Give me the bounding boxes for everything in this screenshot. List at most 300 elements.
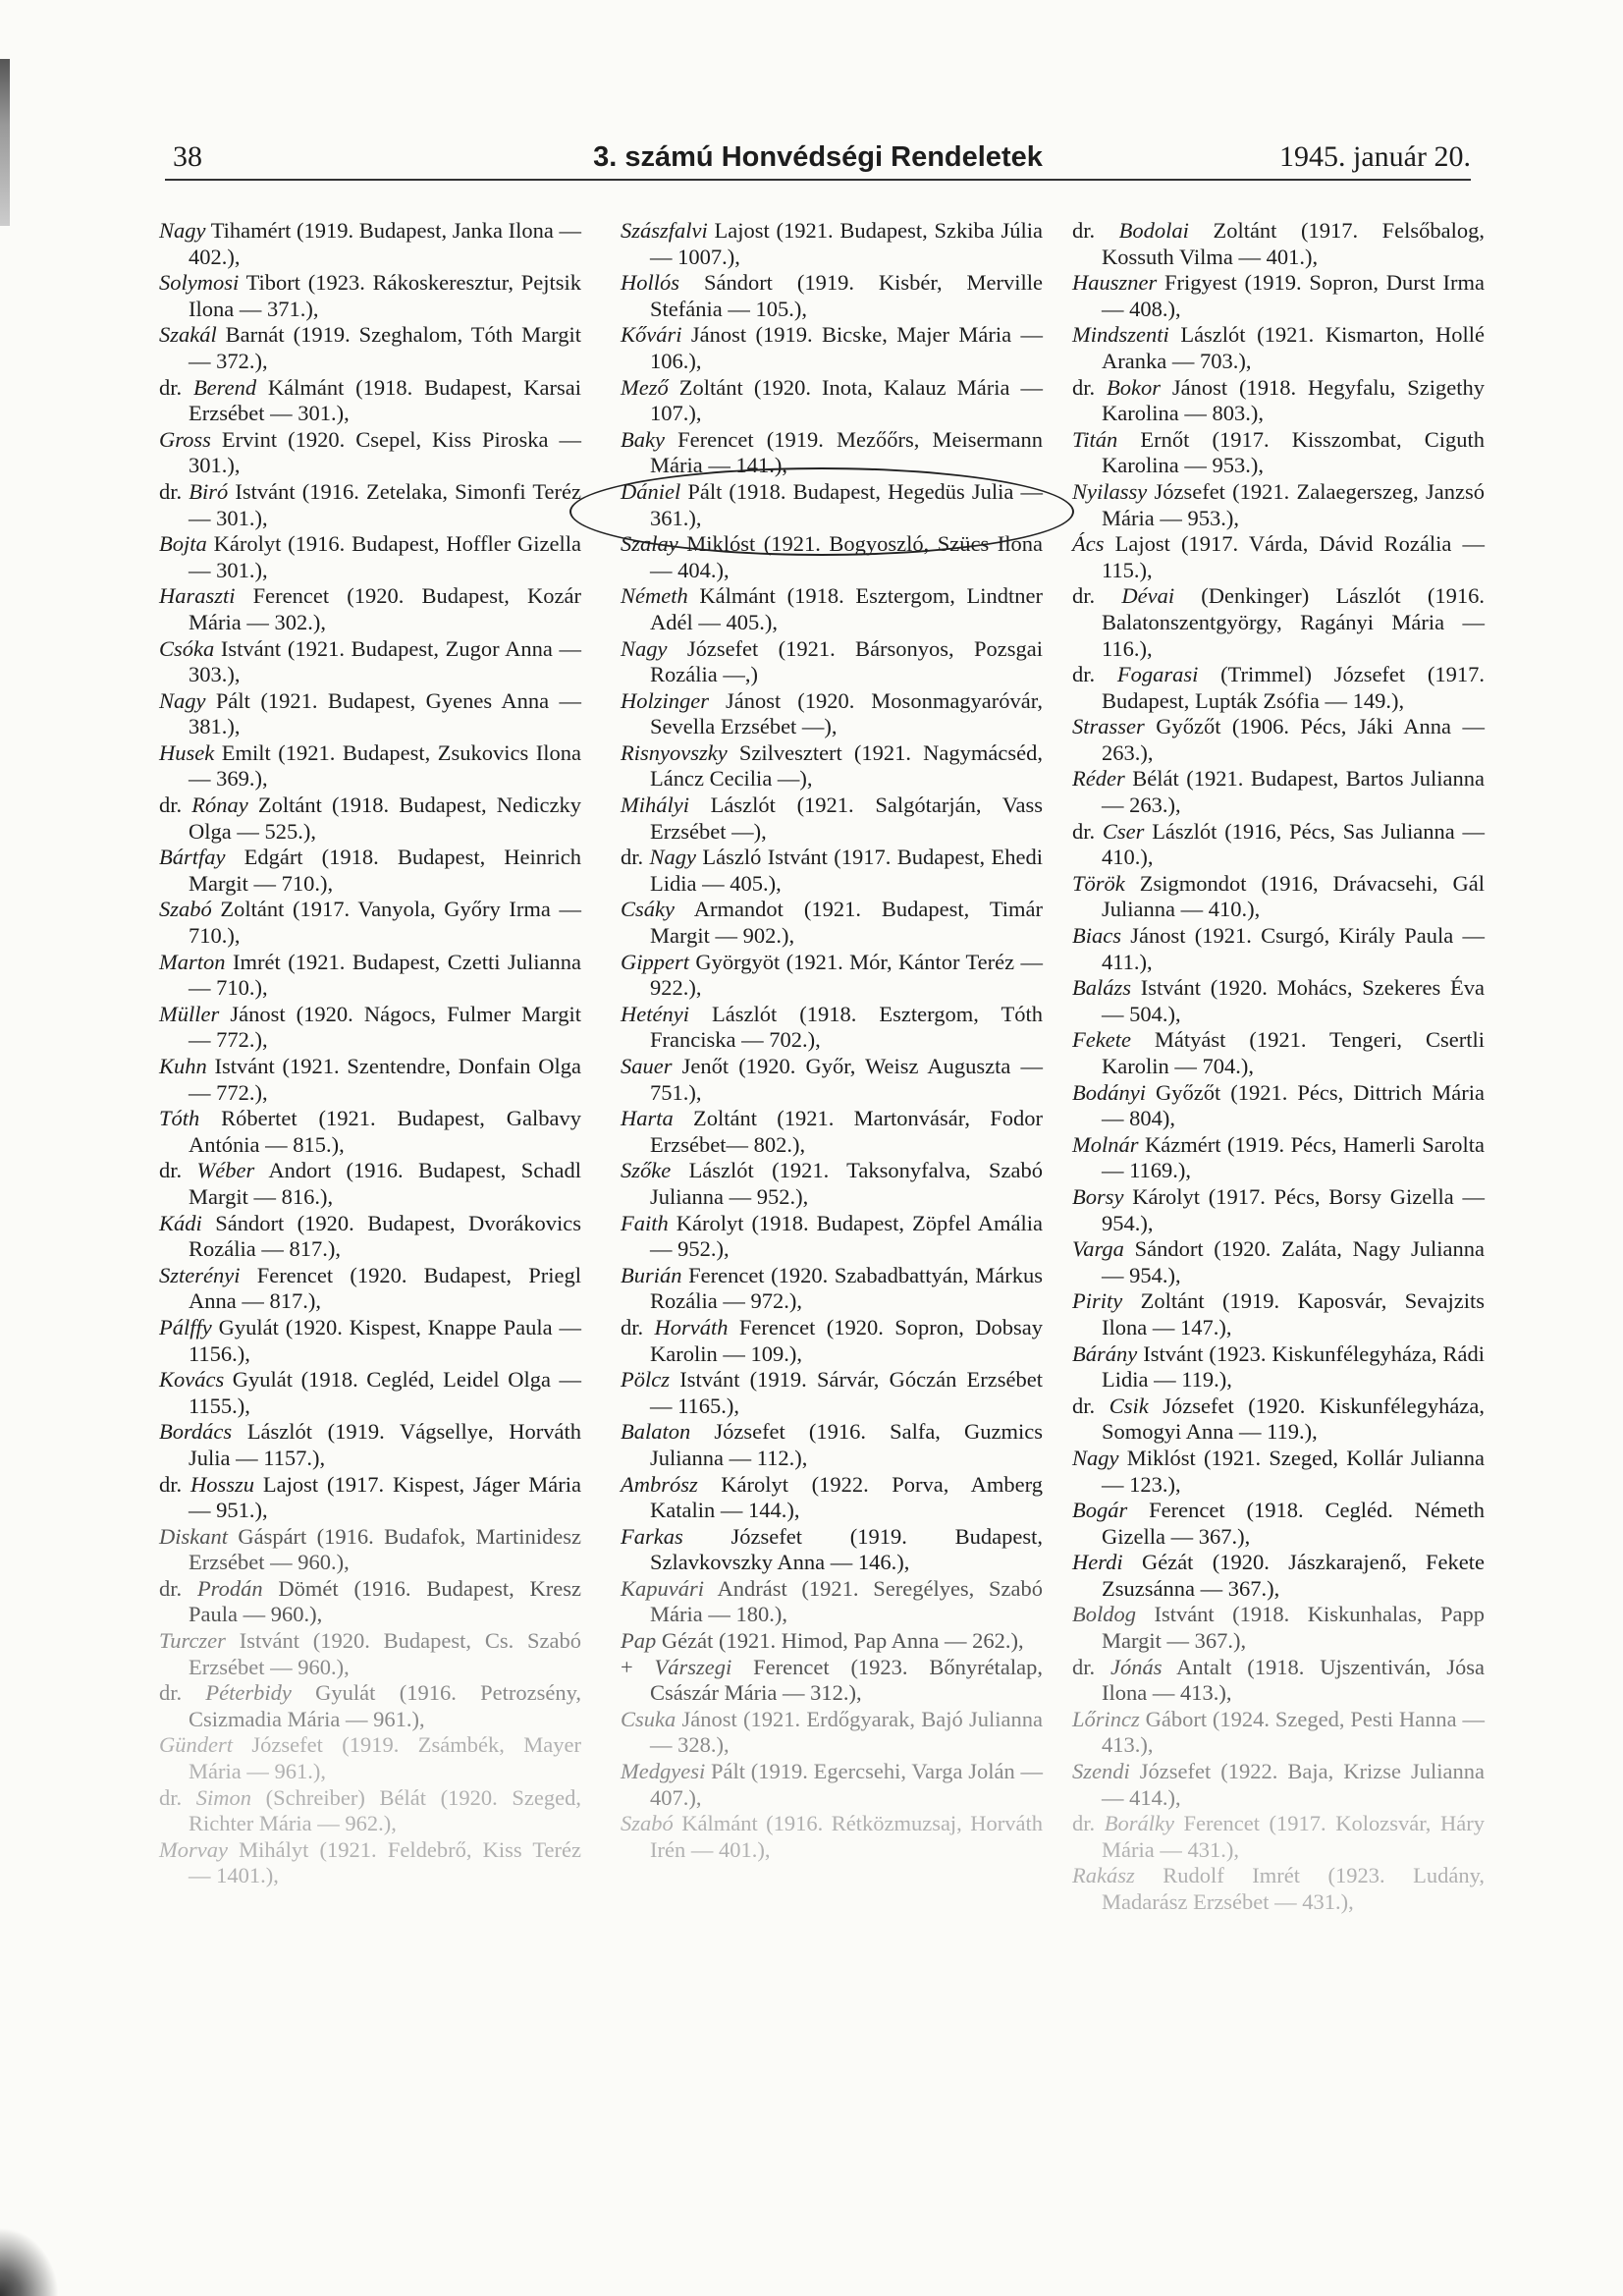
entry-prefix: dr. — [1072, 818, 1103, 844]
entry-surname: Pirity — [1072, 1288, 1123, 1314]
list-item — [159, 1680, 581, 1732]
list-item — [1072, 479, 1485, 531]
entry-surname: Holzinger — [621, 687, 709, 713]
entry-details: Andrást (1921. Seregélyes, Szabó Mária — 180.), — [650, 1575, 1043, 1627]
list-item — [159, 427, 581, 479]
list-item — [1072, 1132, 1485, 1184]
scan-edge-mark — [0, 59, 10, 226]
entry-details: Jánost (1920. Nágocs, Fulmer Margit — 772.), — [189, 1001, 581, 1053]
list-item — [1072, 1080, 1485, 1132]
entry-details: Kázmért (1919. Pécs, Hamerli Sarolta — 1169.), — [1102, 1131, 1485, 1183]
entry-details: Zoltánt (1920. Inota, Kalauz Mária — 107.), — [650, 374, 1043, 426]
entry-details: Pált (1921. Budapest, Gyenes Anna — 381.), — [189, 687, 581, 739]
list-item — [1072, 1394, 1485, 1446]
entry-surname: Borálky — [1104, 1811, 1174, 1836]
entry-surname: Hetényi — [621, 1001, 689, 1026]
entry-surname: Bárány — [1072, 1340, 1138, 1366]
entry-surname: Szendi — [1072, 1759, 1130, 1784]
list-item — [621, 1054, 1043, 1106]
entry-surname: Titán — [1072, 426, 1118, 452]
list-item — [1072, 583, 1485, 662]
list-item — [621, 1524, 1043, 1576]
list-item — [621, 1576, 1043, 1628]
entry-surname: Kuhn — [159, 1054, 207, 1078]
entry-surname: Bogár — [1072, 1498, 1128, 1523]
list-item — [621, 636, 1043, 688]
entry-surname: Haraszti — [159, 583, 236, 609]
entry-surname: Nagy — [649, 845, 696, 870]
list-item — [1072, 1027, 1485, 1079]
entry-details: Józsefet (1916. Salfa, Guzmics Julianna — 112.), — [650, 1419, 1043, 1470]
entry-details: Lajost (1921. Budapest, Szkiba Júlia — 1007.), — [650, 218, 1043, 269]
entry-surname: Farkas — [621, 1523, 683, 1549]
list-item — [159, 1576, 581, 1628]
column-1 — [159, 218, 581, 1889]
entry-surname: Tóth — [159, 1106, 200, 1131]
list-item — [621, 793, 1043, 845]
entry-details: Lászlót (1921. Taksonyfalva, Szabó Julianna — 952.), — [650, 1158, 1043, 1209]
entry-details: (Trimmel) Józsefet (1917. Budapest, Lupták Zsófia — 149.), — [1102, 662, 1485, 713]
entry-details: Miklóst (1921. Szeged, Kollár Julianna — 123.), — [1102, 1445, 1485, 1497]
entry-surname: Hauszner — [1072, 270, 1158, 296]
entry-surname: Strasser — [1072, 714, 1145, 739]
entry-surname: Kővári — [621, 322, 682, 348]
entry-details: Károlyt (1917. Pécs, Borsy Gizella — 954.), — [1102, 1183, 1485, 1235]
entry-prefix: dr. — [159, 374, 193, 400]
list-item — [621, 1106, 1043, 1158]
list-item — [1072, 531, 1485, 583]
entry-prefix: dr. — [621, 1314, 655, 1339]
entry-surname: Réder — [1072, 766, 1125, 792]
list-item — [1072, 662, 1485, 714]
list-item — [159, 322, 581, 374]
list-item — [159, 1002, 581, 1054]
entry-details: Lászlót (1918. Esztergom, Tóth Franciska — 702.), — [650, 1001, 1043, 1053]
entry-details: Károlyt (1918. Budapest, Zöpfel Amália — 952.), — [650, 1210, 1043, 1262]
list-item — [621, 375, 1043, 427]
list-item — [621, 1655, 1043, 1707]
list-item — [159, 583, 581, 635]
entry-surname: Borsy — [1072, 1183, 1124, 1209]
entry-details: Lászlót (1919. Vágsellye, Horváth Julia — 1157.), — [189, 1419, 581, 1470]
entry-surname: Balaton — [621, 1419, 691, 1445]
entry-surname: Baky — [621, 426, 665, 452]
list-item — [159, 793, 581, 845]
entry-surname: Husek — [159, 739, 215, 765]
entry-details: Istvánt (1919. Sárvár, Góczán Erzsébet — 1165.), — [650, 1367, 1043, 1418]
list-item — [1072, 1341, 1485, 1394]
entry-surname: Pálffy — [159, 1314, 212, 1339]
entry-surname: Berend — [192, 374, 257, 400]
page-number: 38 — [173, 140, 202, 173]
entry-details: Sándort (1919. Kisbér, Merville Stefánia — 105.), — [650, 270, 1043, 321]
entry-surname: Bodányi — [1072, 1079, 1146, 1105]
entry-details: Rudolf Imrét (1923. Ludány, Madarász Erzsébet — 431.), — [1102, 1863, 1485, 1914]
list-item — [1072, 322, 1485, 374]
entry-surname: Dévai — [1121, 583, 1175, 609]
entry-details: Andort (1916. Budapest, Schadl Margit — 816.), — [189, 1158, 581, 1209]
list-item — [159, 950, 581, 1002]
scan-corner-mark — [0, 2227, 59, 2296]
entry-surname: Morvay — [159, 1836, 228, 1862]
entry-details: Pált (1919. Egercsehi, Varga Jolán — 407.), — [650, 1759, 1043, 1810]
entry-details: Istvánt (1920. Mohács, Szekeres Éva — 504.), — [1102, 975, 1485, 1026]
entry-details: Zoltánt (1919. Kaposvár, Sevajzits Ilona — 147.), — [1102, 1288, 1485, 1339]
entry-prefix: dr. — [1072, 1393, 1109, 1418]
entry-details: Kálmánt (1918. Esztergom, Lindtner Adél — 405.), — [650, 583, 1043, 634]
entry-details: Lajost (1917. Kispest, Jáger Mária — 951.), — [189, 1471, 581, 1523]
entry-surname: Balázs — [1072, 975, 1132, 1001]
list-item — [1072, 375, 1485, 427]
entry-details: Edgárt (1918. Budapest, Heinrich Margit — 710.), — [189, 845, 581, 896]
entry-surname: Burián — [621, 1262, 682, 1287]
list-item — [159, 531, 581, 583]
list-item — [159, 688, 581, 740]
entry-details: Frigyest (1919. Sopron, Durst Irma — 408.), — [1102, 270, 1485, 321]
entry-surname: Péterbidy — [205, 1680, 292, 1706]
list-item — [621, 1628, 1043, 1655]
entry-details: Antalt (1918. Ujszentiván, Jósa Ilona — 413.), — [1102, 1654, 1485, 1706]
entry-surname: Szabó — [159, 897, 212, 922]
list-item — [159, 897, 581, 949]
list-item — [1072, 923, 1485, 975]
entry-details: Lászlót (1921. Kismarton, Hollé Aranka — 703.), — [1102, 322, 1485, 373]
list-item — [1072, 766, 1485, 818]
entry-details: Jánost (1921. Csurgó, Király Paula — 411.), — [1102, 923, 1485, 974]
list-item — [621, 218, 1043, 270]
entry-details: Gyulát (1916. Petrozsény, Csizmadia Mária — 961.), — [189, 1680, 581, 1731]
entry-prefix: dr. — [621, 845, 650, 870]
entry-surname: Solymosi — [159, 270, 240, 296]
entry-details: Gézát (1921. Himod, Pap Anna — 262.), — [656, 1628, 1024, 1654]
entry-details: Zoltánt (1917. Vanyola, Győry Irma — 710.), — [189, 897, 581, 949]
entry-details: Gáspárt (1916. Budafok, Martinidesz Erzsébet — 960.), — [189, 1523, 581, 1575]
entry-details: Miklóst (1921. Bogyoszló, Szücs Ilona — 404.), — [650, 531, 1043, 582]
entry-details: Zoltánt (1917. Felsőbalog, Kossuth Vilma — 401.), — [1102, 218, 1485, 269]
entry-details: Ferencet (1920. Sopron, Dobsay Karolin — 109.), — [650, 1314, 1043, 1366]
entry-surname: Müller — [159, 1001, 220, 1026]
entry-details: Imrét (1921. Budapest, Czetti Julianna — 710.), — [189, 949, 581, 1001]
list-item — [1072, 1236, 1485, 1288]
entry-details: Győzőt (1921. Pécs, Dittrich Mária — 804), — [1102, 1079, 1485, 1131]
entry-details: Józsefet (1919. Budapest, Szlavkovszky Anna — 146.), — [650, 1523, 1043, 1575]
list-item — [1072, 270, 1485, 322]
entry-details: Barnát (1919. Szeghalom, Tóth Margit — 372.), — [189, 322, 581, 373]
list-item — [159, 740, 581, 793]
entry-surname: Rónay — [191, 793, 248, 818]
entry-prefix: dr. — [159, 1680, 206, 1706]
entry-details: Istvánt (1916. Zetelaka, Simonfi Teréz — 301.), — [189, 478, 581, 530]
entry-details: Jánost (1920. Mosonmagyaróvár, Sevella Erzsébet —), — [650, 687, 1043, 739]
entry-surname: Hosszu — [189, 1471, 255, 1497]
entry-prefix: + — [621, 1654, 655, 1679]
list-item — [159, 1785, 581, 1837]
entry-details: Sándort (1920. Budapest, Dvorákovics Rozália — 817.), — [189, 1210, 581, 1262]
entry-details: Gyulát (1918. Cegléd, Leidel Olga — 1155.), — [189, 1367, 581, 1418]
column-2 — [621, 218, 1043, 1863]
entry-surname: Jónás — [1110, 1654, 1163, 1679]
list-item — [621, 1367, 1043, 1419]
entry-surname: Szászfalvi — [621, 218, 708, 243]
entry-details: Lászlót (1916, Pécs, Sas Julianna — 410.), — [1102, 818, 1485, 870]
entry-prefix: dr. — [1072, 374, 1108, 400]
list-item — [159, 1628, 581, 1680]
entry-details: Ervint (1920. Csepel, Kiss Piroska — 301.), — [189, 426, 581, 478]
entry-prefix: dr. — [159, 478, 189, 504]
entry-details: Ferencet (1919. Mezőőrs, Meisermann Mária — 141.), — [650, 426, 1043, 478]
entry-prefix: dr. — [1072, 1811, 1105, 1836]
entry-surname: Bártfay — [159, 845, 226, 870]
entry-surname: Kádi — [159, 1210, 202, 1235]
entry-surname: Bordács — [159, 1419, 233, 1445]
list-item — [159, 479, 581, 531]
entry-details: Emilt (1921. Budapest, Zsukovics Ilona — 369.), — [189, 739, 581, 792]
list-item — [159, 1837, 581, 1889]
entry-surname: Nagy — [621, 635, 668, 661]
entry-surname: Harta — [621, 1106, 674, 1131]
list-item — [1072, 1446, 1485, 1498]
entry-surname: Faith — [621, 1210, 669, 1235]
entry-surname: Hollós — [621, 270, 680, 296]
entry-details: Józsefet (1919. Zsámbék, Mayer Mária — 961.), — [189, 1732, 581, 1784]
list-item — [621, 1263, 1043, 1315]
entry-surname: Török — [1072, 870, 1125, 896]
entry-surname: Simon — [195, 1784, 252, 1810]
list-item — [159, 218, 581, 270]
entry-prefix: dr. — [159, 1575, 197, 1601]
list-item — [621, 1158, 1043, 1210]
entry-details: Józsefet (1920. Kiskunfélegyháza, Somogyi Anna — 119.), — [1102, 1393, 1485, 1445]
entry-prefix: dr. — [1072, 662, 1117, 687]
list-item — [621, 740, 1043, 793]
list-item — [621, 270, 1043, 322]
list-item — [1072, 1655, 1485, 1707]
entry-details: Istvánt (1921. Szentendre, Donfain Olga — 772.), — [189, 1054, 581, 1105]
list-item — [1072, 1759, 1485, 1811]
list-item — [159, 1472, 581, 1524]
entry-details: Tihamért (1919. Budapest, Janka Ilona — 402.), — [189, 218, 581, 269]
entry-details: Károlyt (1922. Porva, Amberg Katalin — 144.), — [650, 1471, 1043, 1523]
entry-details: Gézát (1920. Jászkarajenő, Fekete Zsuzsánna — 367.), — [1102, 1550, 1485, 1601]
column-3 — [1072, 218, 1485, 1916]
entry-surname: Szabó — [621, 1811, 674, 1836]
entry-surname: Szőke — [621, 1158, 672, 1183]
entry-details: Jánost (1919. Bicske, Majer Mária — 106.), — [650, 322, 1043, 373]
list-item — [621, 1811, 1043, 1863]
entry-surname: Rakász — [1072, 1863, 1135, 1888]
list-item — [159, 270, 581, 322]
entry-details: Ernőt (1917. Kisszombat, Ciguth Karolina — 953.), — [1102, 426, 1485, 478]
entry-surname: Sauer — [621, 1054, 673, 1078]
entry-details: Pált (1918. Budapest, Hegedüs Julia — 361.), — [650, 478, 1043, 530]
entry-details: Ferencet (1920. Budapest, Priegl Anna — 817.), — [189, 1262, 581, 1314]
list-item — [159, 1054, 581, 1106]
entry-surname: Fogarasi — [1116, 662, 1199, 687]
list-item — [621, 950, 1043, 1002]
entry-details: Tibort (1923. Rákoskeresztur, Pejtsik Ilona — 371.), — [189, 270, 581, 321]
entry-surname: Bojta — [159, 531, 207, 557]
list-item — [1072, 1288, 1485, 1340]
publication-title: 3. számú Honvédségi Rendeletek — [593, 141, 1043, 173]
list-item — [1072, 1811, 1485, 1863]
entry-surname: Lőrincz — [1072, 1706, 1140, 1731]
list-item — [621, 1211, 1043, 1263]
entry-surname: Biacs — [1072, 923, 1121, 949]
list-item — [621, 845, 1043, 897]
entry-surname: Marton — [159, 949, 226, 974]
entry-surname: Szalay — [621, 531, 678, 557]
entry-details: Ferencet (1923. Bőnyrétalap, Császár Mária — 312.), — [650, 1654, 1043, 1706]
list-item — [621, 688, 1043, 740]
entry-prefix: dr. — [1072, 1654, 1111, 1679]
list-item — [1072, 714, 1485, 766]
entry-details: Jánost (1918. Hegyfalu, Szigethy Karolina — 803.), — [1102, 374, 1485, 426]
entry-surname: Kapuvári — [621, 1575, 705, 1601]
list-item — [159, 375, 581, 427]
entry-surname: Molnár — [1072, 1131, 1139, 1157]
list-item — [159, 1419, 581, 1471]
list-item — [159, 1211, 581, 1263]
list-item — [159, 1732, 581, 1784]
entry-surname: Varga — [1072, 1236, 1124, 1262]
entry-details: Kálmánt (1916. Rétközmuzsaj, Horváth Irén — 401.), — [650, 1811, 1043, 1862]
entry-surname: Szterényi — [159, 1262, 241, 1287]
hand-drawn-circle-mark — [569, 467, 1074, 556]
list-item — [1072, 1184, 1485, 1236]
entry-surname: Herdi — [1072, 1550, 1123, 1575]
page-header — [165, 139, 1471, 181]
list-item — [1072, 1863, 1485, 1915]
entry-surname: Pap — [621, 1628, 657, 1654]
list-item — [1072, 427, 1485, 479]
entry-details: Jánost (1921. Erdőgyarak, Bajó Julianna — 328.), — [650, 1706, 1043, 1758]
issue-date: 1945. január 20. — [1279, 140, 1471, 173]
list-item — [621, 1472, 1043, 1524]
list-item — [159, 1367, 581, 1419]
entry-details: Józsefet (1921. Zalaegerszeg, Janzsó Mária — 953.), — [1102, 478, 1485, 530]
list-item — [1072, 1707, 1485, 1759]
list-item — [1072, 1550, 1485, 1602]
entry-surname: Csik — [1109, 1393, 1149, 1418]
entry-details: Istvánt (1923. Kiskunfélegyháza, Rádi Lidia — 119.), — [1102, 1340, 1485, 1393]
entry-details: Józsefet (1921. Bársonyos, Pozsgai Rozália —,) — [650, 635, 1043, 687]
entry-surname: Boldog — [1072, 1602, 1136, 1627]
entry-details: Károlyt (1916. Budapest, Hoffler Gizella — 301.), — [189, 531, 581, 582]
entry-surname: Németh — [621, 583, 688, 609]
list-item — [621, 322, 1043, 374]
list-item — [159, 1263, 581, 1315]
entry-details: Győzőt (1906. Pécs, Jáki Anna — 263.), — [1102, 714, 1485, 765]
entry-prefix: dr. — [1072, 218, 1119, 243]
entry-surname: Diskant — [159, 1523, 228, 1549]
entry-details: Zsigmondot (1916, Drávacsehi, Gál Julianna — 410.), — [1102, 870, 1485, 922]
list-item — [159, 1315, 581, 1367]
list-item — [621, 583, 1043, 635]
list-item — [159, 1158, 581, 1210]
entry-details: László Istvánt (1917. Budapest, Ehedi Lidia — 405.), — [650, 845, 1043, 896]
entry-details: Istvánt (1921. Budapest, Zugor Anna — 303.), — [189, 635, 581, 687]
entry-surname: Dániel — [621, 478, 681, 504]
entry-details: Jenőt (1920. Győr, Weisz Auguszta — 751.), — [650, 1054, 1043, 1105]
entry-surname: Nyilassy — [1072, 478, 1148, 504]
list-item — [159, 1106, 581, 1158]
entry-details: Lajost (1917. Várda, Dávid Rozália — 115.), — [1102, 531, 1485, 582]
entry-details: Ferencet (1920. Budapest, Kozár Mária — 302.), — [189, 583, 581, 634]
list-item — [1072, 1602, 1485, 1654]
entry-details: Sándort (1920. Zaláta, Nagy Julianna — 954.), — [1102, 1236, 1485, 1287]
entry-surname: Szakál — [159, 322, 217, 348]
list-item — [621, 1002, 1043, 1054]
entry-surname: Gross — [159, 426, 211, 452]
entry-details: Józsefet (1922. Baja, Krizse Julianna — 414.), — [1102, 1759, 1485, 1810]
entry-surname: Pölcz — [621, 1367, 670, 1393]
entry-details: (Schreiber) Bélát (1920. Szeged, Richter Mária — 962.), — [189, 1784, 581, 1836]
list-item — [621, 897, 1043, 949]
entry-details: Mátyást (1921. Tengeri, Csertli Karolin — 704.), — [1102, 1027, 1485, 1078]
entry-surname: Bodolai — [1118, 218, 1189, 243]
entry-details: Kálmánt (1918. Budapest, Karsai Erzsébet — 301.), — [189, 374, 581, 426]
entry-surname: Risnyovszky — [621, 739, 728, 765]
entry-details: Gyulát (1920. Kispest, Knappe Paula — 1156.), — [189, 1314, 581, 1366]
entry-surname: Kovács — [159, 1367, 225, 1393]
entry-prefix: dr. — [159, 1784, 196, 1810]
entry-surname: Turczer — [159, 1628, 226, 1654]
entry-prefix: dr. — [1072, 583, 1122, 609]
list-item — [1072, 819, 1485, 871]
entry-surname: Csáky — [621, 897, 675, 922]
list-item — [621, 1315, 1043, 1367]
entry-surname: Prodán — [196, 1575, 263, 1601]
entry-details: Szilvesztert (1921. Nagymácséd, Láncz Cecilia —), — [650, 739, 1043, 792]
entry-details: Ferencet (1918. Cegléd. Németh Gizella — 367.), — [1102, 1498, 1485, 1549]
entry-prefix: dr. — [159, 793, 192, 818]
list-item — [1072, 218, 1485, 270]
entry-surname: Mező — [621, 374, 669, 400]
entry-surname: Biró — [189, 478, 229, 504]
list-item — [621, 1759, 1043, 1811]
entry-details: Mihályt (1921. Feldebrő, Kiss Teréz — 1401.), — [189, 1836, 581, 1888]
entry-details: Ferencet (1920. Szabadbattyán, Márkus Rozália — 972.), — [650, 1262, 1043, 1314]
entry-surname: Várszegi — [654, 1654, 732, 1679]
entry-surname: Csuka — [621, 1706, 676, 1731]
list-item — [159, 1524, 581, 1576]
entry-surname: Bokor — [1107, 374, 1162, 400]
entry-details: Gábort (1924. Szeged, Pesti Hanna — 413.), — [1102, 1706, 1485, 1758]
entry-details: Zoltánt (1921. Martonvásár, Fodor Erzsébet— 802.), — [650, 1106, 1043, 1157]
entry-surname: Ács — [1072, 531, 1105, 557]
entry-details: Zoltánt (1918. Budapest, Nediczky Olga — 525.), — [189, 793, 581, 844]
entry-surname: Fekete — [1072, 1027, 1131, 1053]
entry-details: Róbertet (1921. Budapest, Galbavy Antónia — 815.), — [189, 1106, 581, 1157]
list-item — [159, 845, 581, 897]
list-item — [1072, 1498, 1485, 1550]
list-item — [621, 1419, 1043, 1471]
entry-surname: Mihályi — [621, 793, 689, 818]
list-item — [1072, 975, 1485, 1027]
entry-surname: Horváth — [654, 1314, 729, 1339]
entry-surname: Medgyesi — [621, 1759, 706, 1784]
entry-surname: Ambrósz — [621, 1471, 698, 1497]
entry-prefix: dr. — [159, 1471, 190, 1497]
entry-details: Györgyöt (1921. Mór, Kántor Teréz — 922.), — [650, 949, 1043, 1001]
entry-prefix: dr. — [159, 1158, 197, 1183]
entry-details: (Denkinger) Lászlót (1916. Balatonszentgyörgy, Ragányi Mária — 116.), — [1102, 583, 1485, 661]
entry-surname: Cser — [1102, 818, 1145, 844]
entry-surname: Csóka — [159, 635, 215, 661]
entry-surname: Mindszenti — [1072, 322, 1169, 348]
entry-surname: Gippert — [621, 949, 689, 974]
entry-surname: Nagy — [159, 687, 206, 713]
